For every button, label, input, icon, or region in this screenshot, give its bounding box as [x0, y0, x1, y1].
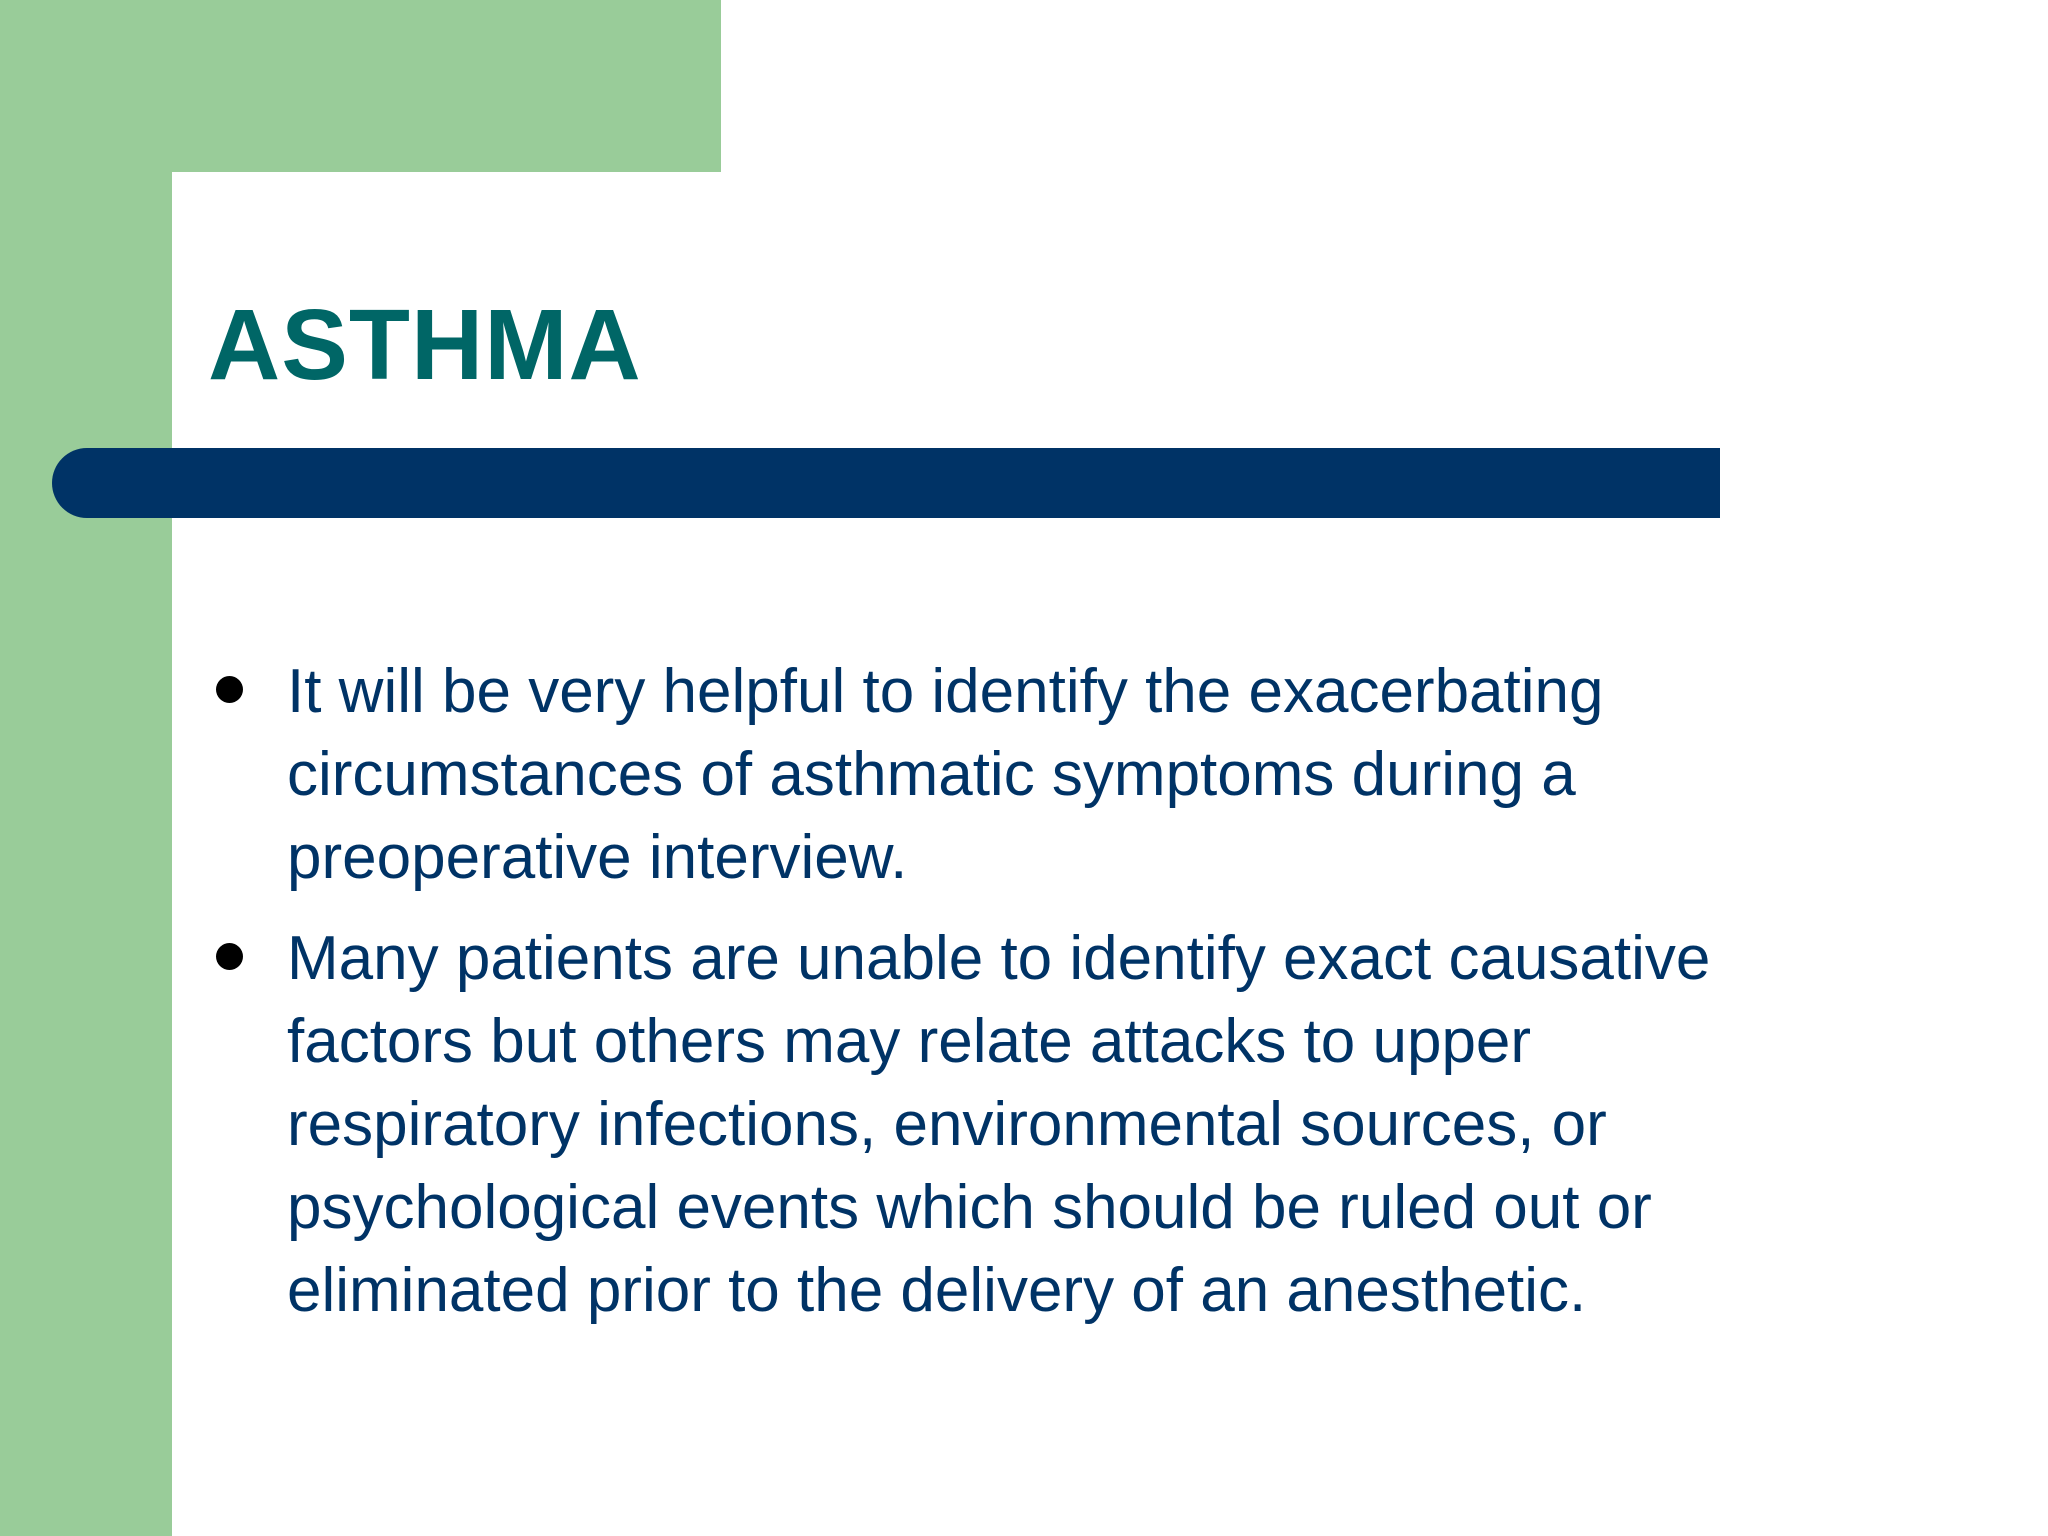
bullet-item [206, 650, 1966, 899]
bullet-line: Many patients are unable to identify exact causative [287, 924, 1711, 993]
bullet-line: factors but others may relate attacks to upper [287, 1007, 1532, 1076]
bullet-line: psychological events which should be ruled out or [287, 1173, 1652, 1242]
bullet-line: respiratory infections, environmental sources, or [287, 1090, 1607, 1159]
bullet-dot-icon [216, 676, 243, 703]
title-underline-bar [52, 448, 1720, 518]
bullet-item [206, 917, 1966, 1332]
green-top-band [0, 0, 721, 172]
bullet-line: circumstances of asthmatic symptoms during a [287, 740, 1576, 809]
slide-title: ASTHMA [208, 289, 642, 401]
green-sidebar-band [0, 0, 172, 1536]
bullet-line: It will be very helpful to identify the exacerbating [287, 657, 1604, 726]
bullet-line: eliminated prior to the delivery of an anesthetic. [287, 1256, 1587, 1325]
bullet-line: preoperative interview. [287, 823, 908, 892]
bullet-dot-icon [216, 943, 243, 970]
bullet-list [206, 650, 1966, 1350]
